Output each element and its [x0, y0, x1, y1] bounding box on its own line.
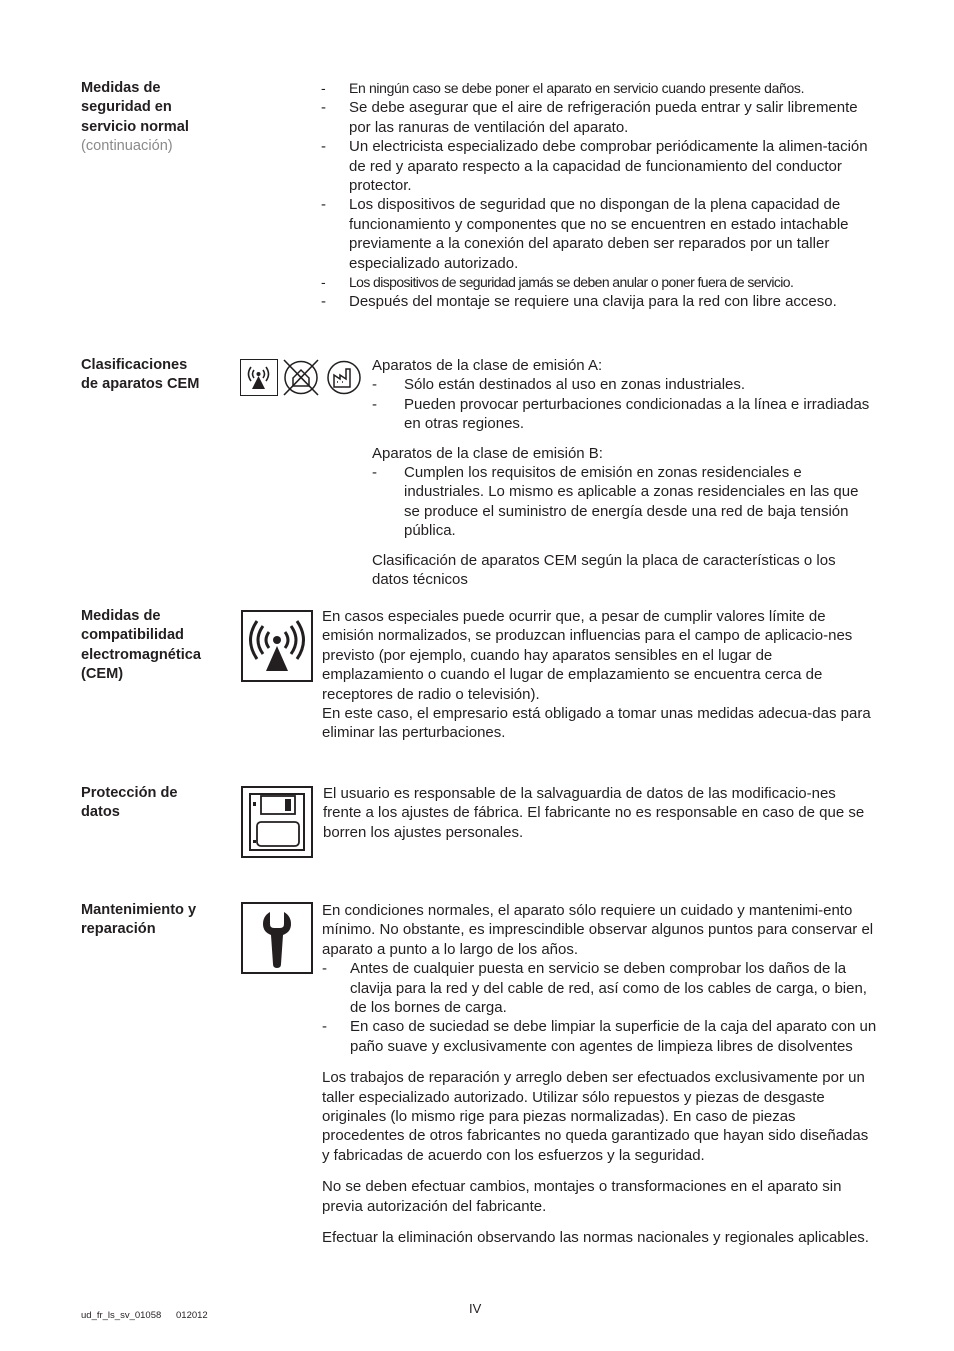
list-item: - Los dispositivos de seguridad jamás se deben anular o poner fuera de servicio. [321, 274, 794, 291]
footer-date-code: 012012 [176, 1310, 208, 1321]
crossed-house-icon [281, 358, 321, 397]
maintenance-intro: En condiciones normales, el aparato sólo requiere un cuidado y mantenimi-ento mínimo. No obstante, es imprescindible observar algunos puntos para conservar el aparato a punto a lo largo de los años. [322, 902, 874, 958]
heading-maintenance: Mantenimiento y reparación [81, 902, 197, 938]
changes-paragraph: No se deben efectuar cambios, montajes o transformaciones en el aparato sin previa autorización del fabricante. [322, 1178, 842, 1215]
emc-paragraph: En casos especiales puede ocurrir que, a pesar de cumplir valores límite de emisión normalizados, se produzcan influencias para el campo de aplicacio-nes previsto (por ejemplo, cuando hay aparatos sensibles en el lugar de emplazamiento o cuando el lugar de emplazamiento se encuentra cerca de receptores de radio o televisión). [322, 608, 853, 703]
data-protection-paragraph: El usuario es responsable de la salvaguardia de datos de las modificacio-nes frente a los ajustes de fábrica. El fabricante no es responsable en caso de que se borren los ajustes personales. [323, 785, 865, 841]
list-item: - Un electricista especializado debe comprobar periódicamente la alimen-tación de red y aparato respecto a la capacidad de funcionamiento del conductor protector. [321, 138, 868, 195]
data-protection-content [323, 784, 875, 842]
radiation-antenna-icon [241, 610, 313, 682]
list-item: - En ningún caso se debe poner el aparato en servicio cuando presente daños. [321, 80, 805, 96]
list-item: - Los dispositivos de seguridad que no dispongan de la plena capacidad de funcionamiento y componentes que no se encuentren en estado intachable previamente a la conexión del aparato deben ser reparados por un taller especializado autorizado. [321, 196, 849, 272]
floppy-disk-icon [241, 786, 313, 858]
heading-emc-measures: Medidas de compatibilidad electromagnética (CEM) [81, 608, 202, 683]
heading-normal-service: Medidas de seguridad en servicio normal (continuación) [81, 79, 231, 157]
list-item: - Después del montaje se requiere una clavija para la red con libre acceso. [321, 293, 837, 311]
heading-cem-classes: Clasificaciones de aparatos CEM [81, 357, 200, 393]
disposal-paragraph: Efectuar la eliminación observando las normas nacionales y regionales aplicables. [322, 1229, 869, 1247]
list-item: - Pueden provocar perturbaciones condicionadas a la línea e irradiadas en otras regiones. [372, 395, 870, 433]
continuation-label: (continuación) [81, 138, 173, 155]
class-b-title: Aparatos de la clase de emisión B: [372, 444, 603, 462]
list-item: - Antes de cualquier puesta en servicio se deben comprobar los daños de la clavija para la red y del cable de red, así como de los cables de carga, o bien, de los bornes de carga. [322, 960, 867, 1017]
maintenance-content [322, 901, 878, 1248]
list-item: - Cumplen los requisitos de emisión en zonas residenciales e industriales. Lo mismo es aplicable a zonas residenciales en las que se produce el suministro de energía desde una red de baja tensión pública. [372, 464, 859, 540]
emc-measures-content [322, 607, 878, 743]
normal-service-list [321, 79, 873, 312]
emc-paragraph: En este caso, el empresario está obligado a tomar unas medidas adecua-das para eliminar las perturbaciones. [322, 705, 871, 742]
class-a-title: Aparatos de la clase de emisión A: [372, 357, 603, 374]
radiation-antenna-icon [240, 359, 278, 396]
wrench-icon [241, 902, 313, 974]
repair-paragraph: Los trabajos de reparación y arreglo deben ser efectuados exclusivamente por un taller especializado autorizado. Utilizar sólo repuestos y piezas de desgaste originales (lo mismo rige para piezas normalizadas). En caso de piezas procedentes de otros fabricantes no queda garantizado que hayan sido diseñadas y fabricadas de acuerdo con los esfuerzos y la seguridad. [322, 1069, 869, 1164]
footer-doc-code: ud_fr_ls_sv_01058 [81, 1310, 162, 1321]
page-number: IV [469, 1301, 482, 1316]
list-item: - Sólo están destinados al uso en zonas industriales. [372, 376, 746, 394]
factory-icon [324, 358, 364, 397]
list-item: - Se debe asegurar que el aire de refrigeración pueda entrar y salir libremente por las ranuras de ventilación del aparato. [321, 99, 858, 136]
cem-classes-note: Clasificación de aparatos CEM según la placa de características o los datos técnicos [372, 551, 836, 589]
cem-classes-content [372, 356, 872, 589]
list-item: - En caso de suciedad se debe limpiar la superficie de la caja del aparato con un paño suave y exclusivamente con agentes de limpieza libres de disolventes [322, 1018, 877, 1055]
heading-data-protection: Protección de datos [81, 785, 178, 821]
